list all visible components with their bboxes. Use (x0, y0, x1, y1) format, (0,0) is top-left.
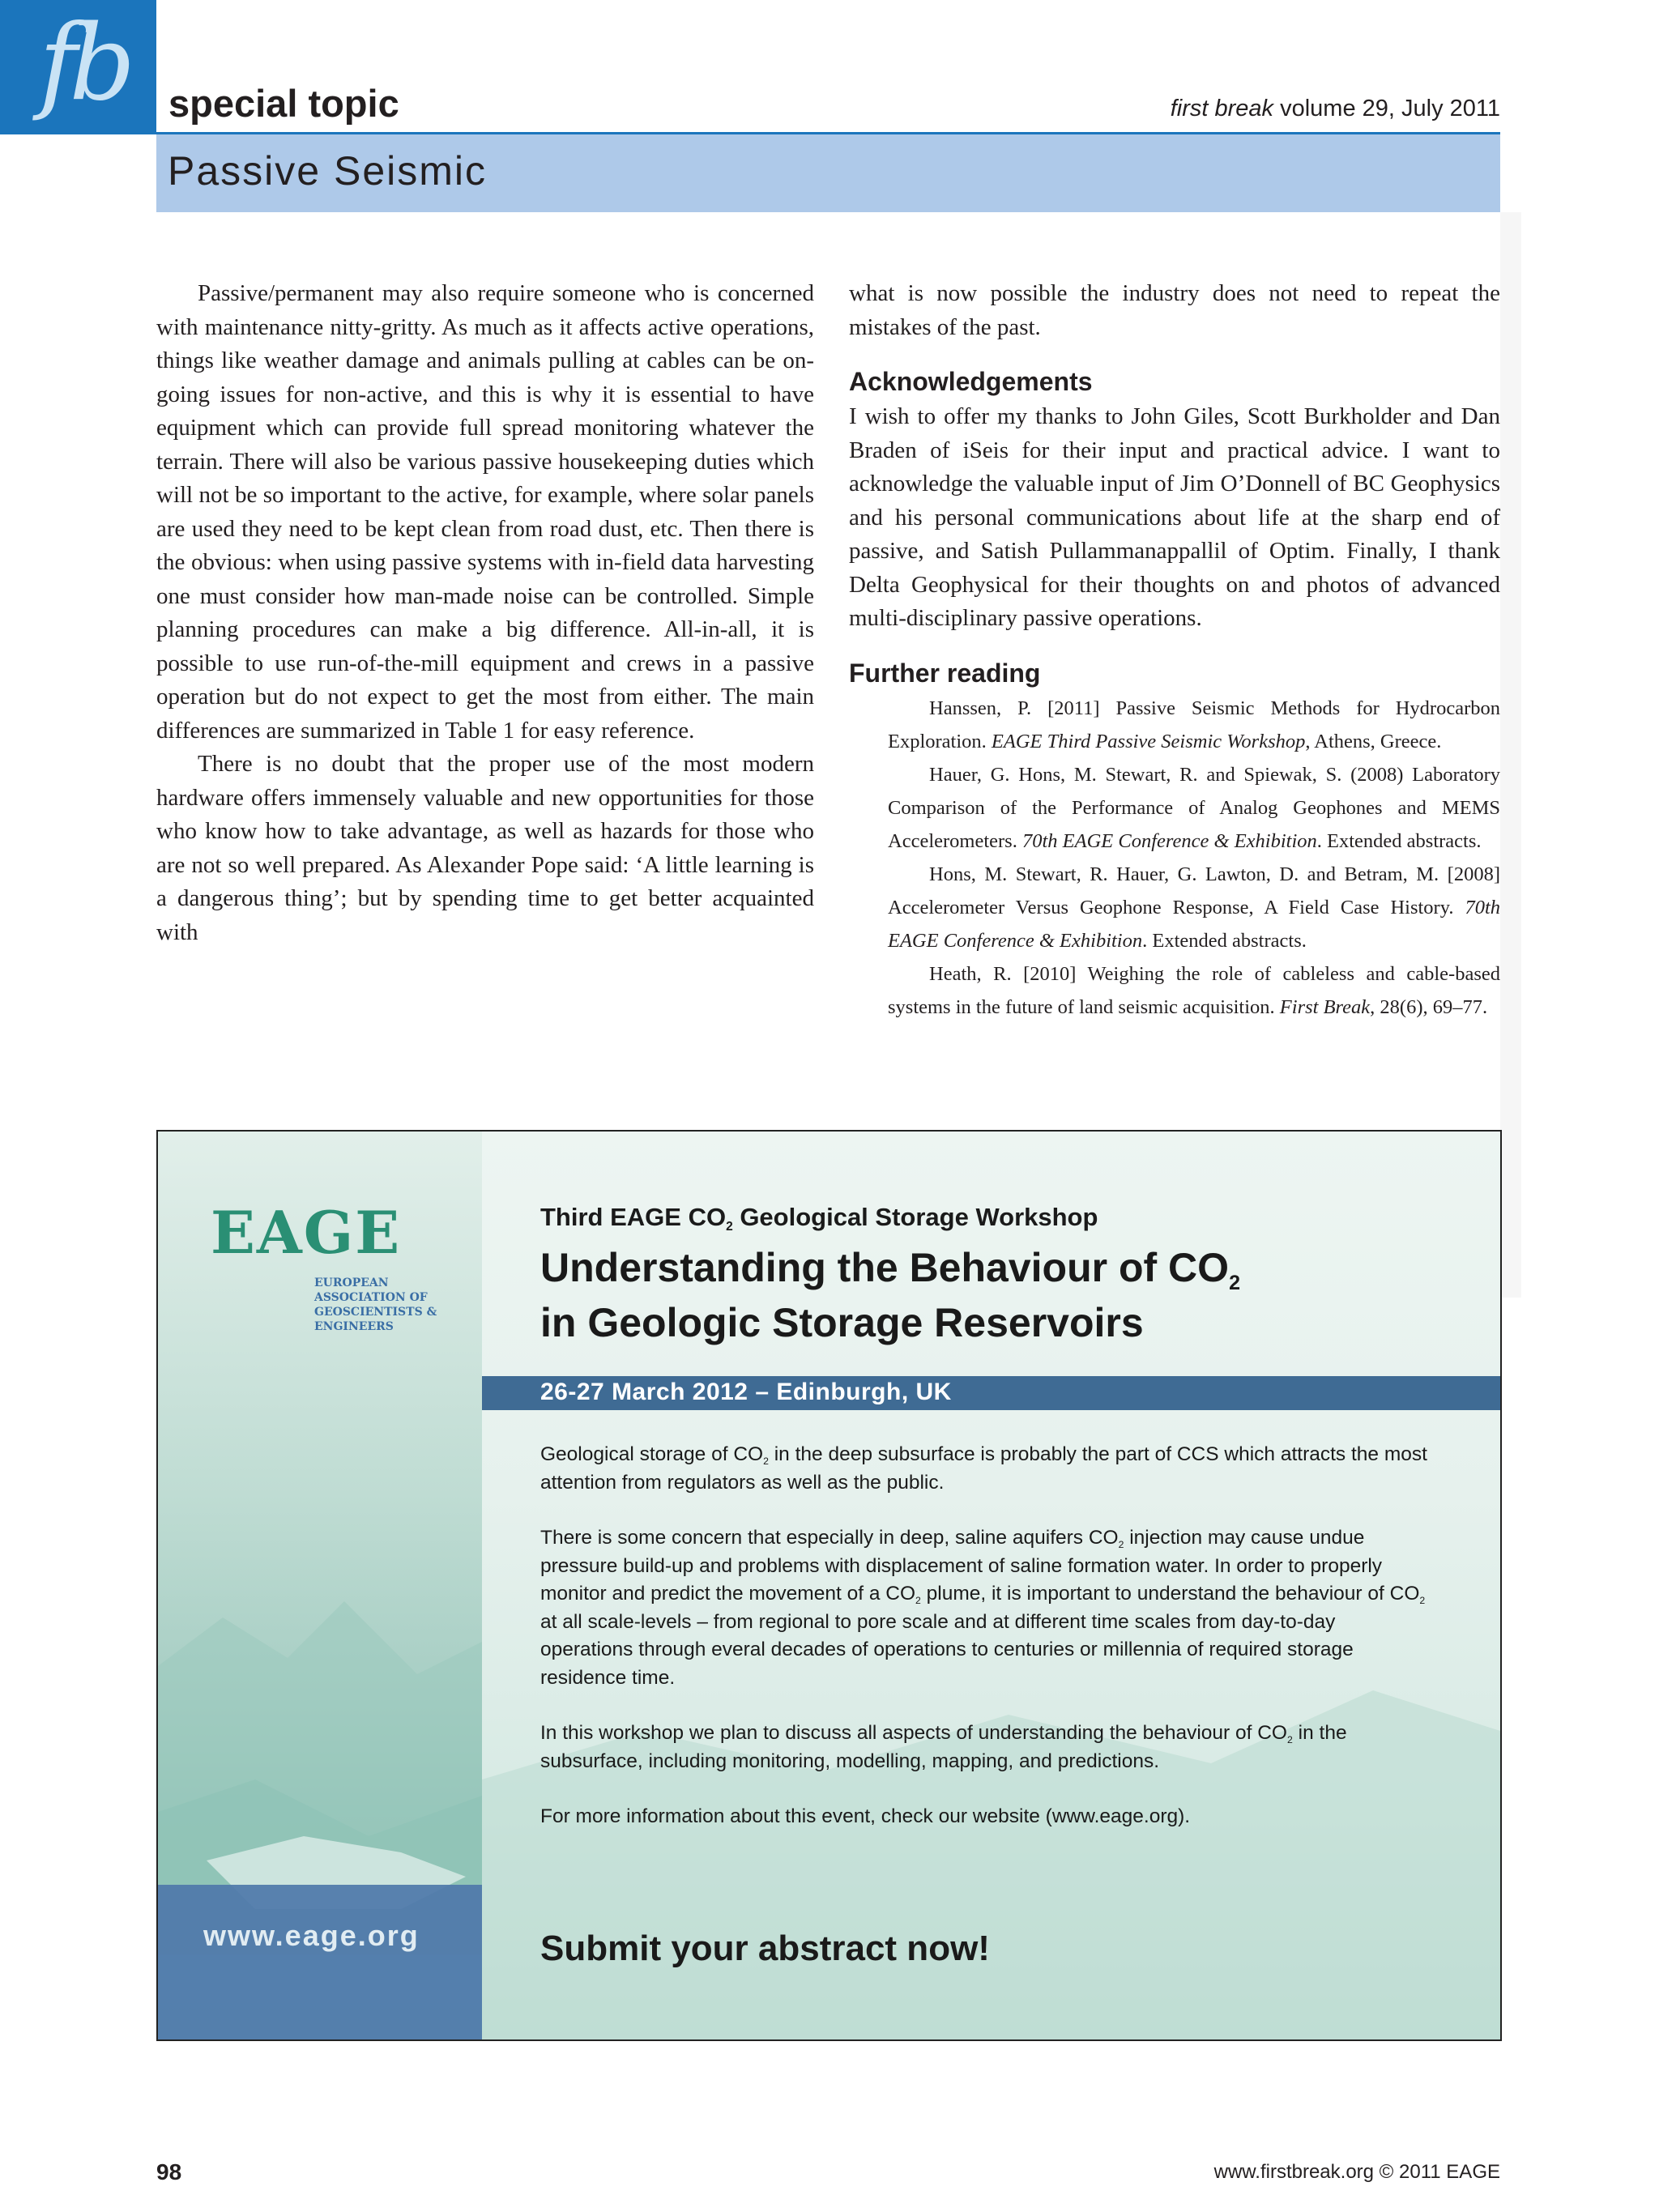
website-link[interactable]: www.eage.org (203, 1919, 420, 1952)
acknowledgements-heading: Acknowledgements (849, 367, 1093, 396)
event-date-band (482, 1376, 1500, 1410)
journal-logo (0, 0, 156, 134)
eage-logo-subtitle: EUROPEAN ASSOCIATION OF GEOSCIENTISTS & ENGINEERS (314, 1276, 437, 1333)
reference-item: Hons, M. Stewart, R. Hauer, G. Lawton, D. and Betram, M. [2008] Accelerometer Versus Geophone Response, A Field Case History. 70th EAGE Conference & Exhibition. Extended abstracts. (888, 863, 1500, 952)
right-column (849, 277, 1500, 1024)
advert-paragraph: For more information about this event, check our website (www.eage.org). (540, 1805, 1191, 1827)
page-number: 98 (156, 2159, 182, 2184)
advert-title: Understanding the Behaviour of $CO_2$ in Geologic Storage Reservoirs (540, 1245, 1240, 1345)
body-paragraph: There is no doubt that the proper use of the most modern hardware offers immensely valuable and new opportunities for those who know how to take advantage, as well as hazards for those who are not so well prepared. As Alexander Pope said: ‘A little learning is a dangerous thing’; but by spending time to get better acquainted with (156, 751, 814, 945)
footer-copyright: www.firstbreak.org © 2011 EAGE (1213, 2161, 1500, 2183)
advert-kicker: Third EAGE $CO_2$ Geological Storage Workshop (540, 1203, 1098, 1234)
eage-workshop-advert (156, 1130, 1502, 2041)
reference-item: Hanssen, P. [2011] Passive Seismic Methods for Hydrocarbon Exploration. EAGE Third Passive Seismic Workshop, Athens, Greece. (888, 697, 1500, 752)
page-edge-shade (1500, 212, 1521, 1298)
logo-text: fb (39, 3, 128, 124)
journal-info (1171, 96, 1500, 122)
advert-paragraph: Geological storage of $CO_2$ in the deep subsurface is probably the part of CCS which attracts the most attention from regulators as well as the public. (540, 1443, 1427, 1494)
body-paragraph: Passive/permanent may also require someone who is concerned with maintenance nitty-gritty. As much as it affects active operations, things like weather damage and animals pulling at cables can be on-going issues for non-active, and this is why it is essential to have equipment which can provide full spread monitoring whatever the terrain. There will also be various passive housekeeping duties which will not be so important to the active, for example, where solar panels are used they need to be kept clean from road dust, etc. Then there is the obvious: when using passive systems with in-field data harvesting one must consider how man-made noise can be controlled. Simple planning procedures can make a big difference. All-in-all, it is possible to use run-of-the-mill equipment and crews in a passive operation but do not expect to get the most from either. The main differences are summarized in Table 1 for easy reference. (156, 280, 814, 744)
reference-list (849, 692, 1500, 1024)
left-column (156, 277, 814, 949)
submit-abstract-cta[interactable]: Submit your abstract now! (540, 1929, 990, 1968)
reference-item: Heath, R. [2010] Weighing the role of cableless and cable-based systems in the future of land seismic acquisition. First Break, 28(6), 69–77. (888, 962, 1500, 1018)
acknowledgements-text: I wish to offer my thanks to John Giles, Scott Burkholder and Dan Braden of iSeis for their input and practical advice. I want to acknowledge the valuable input of Jim O’Donnell of BC Geophysics and his personal communications about life at the sharp end of passive, and Satish Pullammanappallil of Optim. Finally, I thank Delta Geophysical for their thoughts on and photos of advanced multi-disciplinary passive operations. (849, 403, 1500, 631)
body-continuation: what is now possible the industry does not need to repeat the mistakes of the past. (849, 280, 1500, 340)
advert-body (540, 1441, 1431, 1859)
advert-paragraph: There is some concern that especially in deep, saline aquifers $CO_2$ injection may cause undue pressure build-up and problems with displacement of saline formation water. In order to properly monitor and predict the movement of a $CO_2$ plume, it is important to understand the behaviour of $CO_2$ at all scale-levels – from regional to pore scale and at different time scales from day-to-day operations through everal decades of operations to centuries or millennia of required storage residence time. (540, 1527, 1426, 1689)
section-band (156, 134, 1500, 212)
event-date: 26-27 March 2012 – Edinburgh, UK (540, 1379, 952, 1405)
advert-paragraph: In this workshop we plan to discuss all aspects of understanding the behaviour of $CO_2$ in the subsurface, including monitoring, modelling, mapping, and predictions. (540, 1722, 1347, 1772)
eage-logo: EAGE (211, 1198, 402, 1267)
website-band (158, 1885, 482, 2039)
further-reading-heading: Further reading (849, 658, 1041, 688)
special-topic-label: special topic (168, 82, 399, 125)
journal-name: first break (1170, 96, 1274, 121)
reference-item: Hauer, G. Hons, M. Stewart, R. and Spiewak, S. (2008) Laboratory Comparison of the Performance of Analog Geophones and MEMS Accelerometers. 70th EAGE Conference & Exhibition. Extended abstracts. (888, 763, 1500, 852)
journal-volume: volume 29, July 2011 (1273, 96, 1500, 121)
section-title: Passive Seismic (168, 148, 487, 194)
